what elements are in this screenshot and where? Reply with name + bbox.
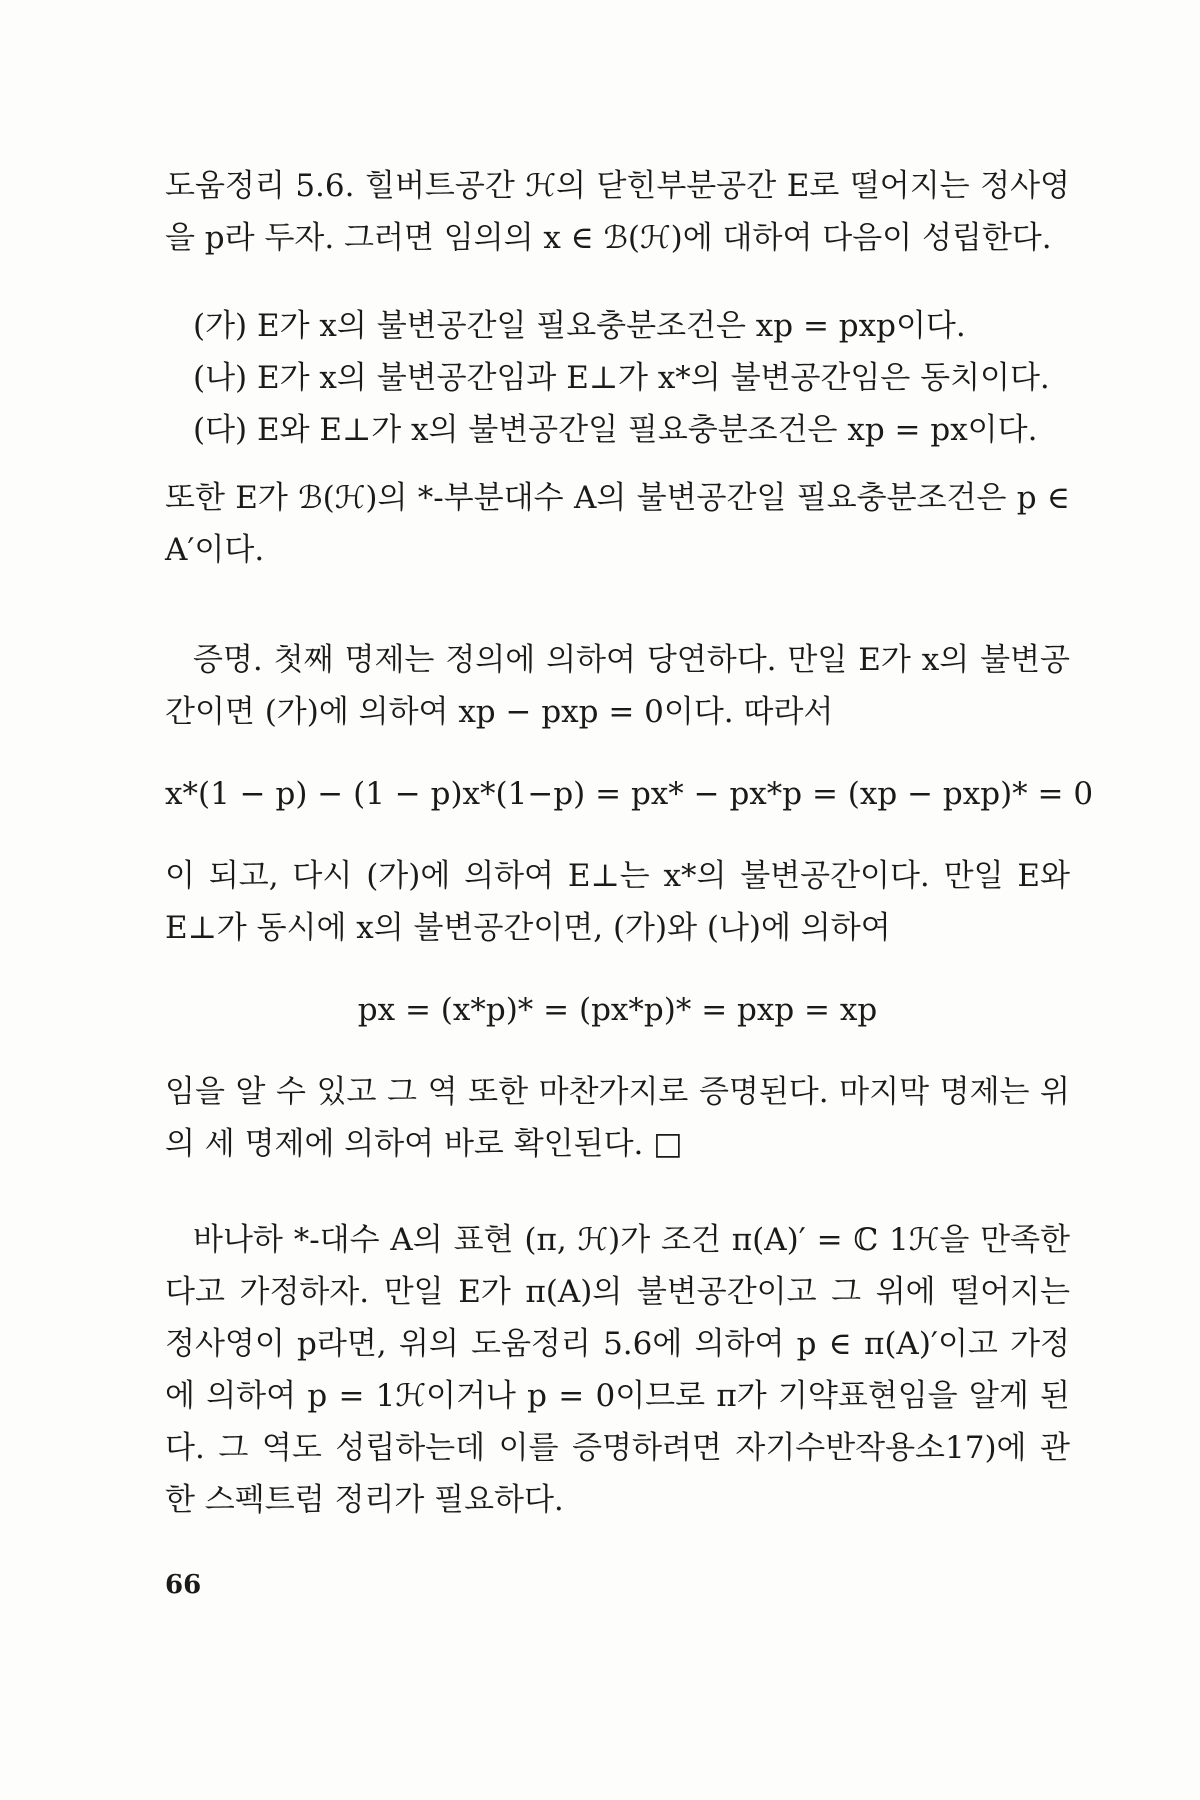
- lemma-items: [165, 300, 1070, 456]
- paragraph-irreducible: 바나하 *-대수 A의 표현 (π, ℋ)가 조건 π(A)′ = ℂ 1ℋ을 만족한다고 가정하자. 만일 E가 π(A)의 불변공간이고 그 위에 떨어지는 정사영이 p라면, 위의 도움정리 5.6에 의하여 p ∈ π(A)′이고 가정에 의하여 p = 1ℋ이거나 p = 0이므로 π가 기약표현임을 알게 된다. 그 역도 성립하는데 이를 증명하려면 자기수반작용소17)에 관한 스펙트럼 정리가 필요하다.: [165, 1222, 1070, 1518]
- page-number: 66: [165, 1570, 202, 1600]
- proof-part-1: 증명. 첫째 명제는 정의에 의하여 당연하다. 만일 E가 x의 불변공간이면 (가)에 의하여 xp − pxp = 0이다. 따라서: [165, 642, 1070, 730]
- equation-1: x*(1 − p) − (1 − p)x*(1−p) = px* − px*p = (xp − pxp)* = 0: [165, 776, 1094, 812]
- lemma-item-da: (다) E와 E⊥가 x의 불변공간일 필요충분조건은 xp = px이다.: [193, 412, 1038, 448]
- lemma-item-na: (나) E가 x의 불변공간임과 E⊥가 x*의 불변공간임은 동치이다.: [193, 360, 1050, 396]
- lemma-statement: 도움정리 5.6. 힐버트공간 ℋ의 닫힌부분공간 E로 떨어지는 정사영을 p라 두자. 그러면 임의의 x ∈ ℬ(ℋ)에 대하여 다음이 성립한다.: [165, 168, 1070, 256]
- page-body: [165, 160, 1094, 1526]
- proof-part-2: 이 되고, 다시 (가)에 의하여 E⊥는 x*의 불변공간이다. 만일 E와 E⊥가 동시에 x의 불변공간이면, (가)와 (나)에 의하여: [165, 858, 1070, 946]
- proof-part-3: 임을 알 수 있고 그 역 또한 마찬가지로 증명된다. 마지막 명제는 위의 세 명제에 의하여 바로 확인된다. □: [165, 1074, 1070, 1162]
- lemma-also: 또한 E가 ℬ(ℋ)의 *-부분대수 A의 불변공간일 필요충분조건은 p ∈ A′이다.: [165, 480, 1070, 568]
- equation-2: px = (x*p)* = (px*p)* = pxp = xp: [357, 992, 878, 1028]
- lemma-item-ga: (가) E가 x의 불변공간일 필요충분조건은 xp = pxp이다.: [193, 308, 966, 344]
